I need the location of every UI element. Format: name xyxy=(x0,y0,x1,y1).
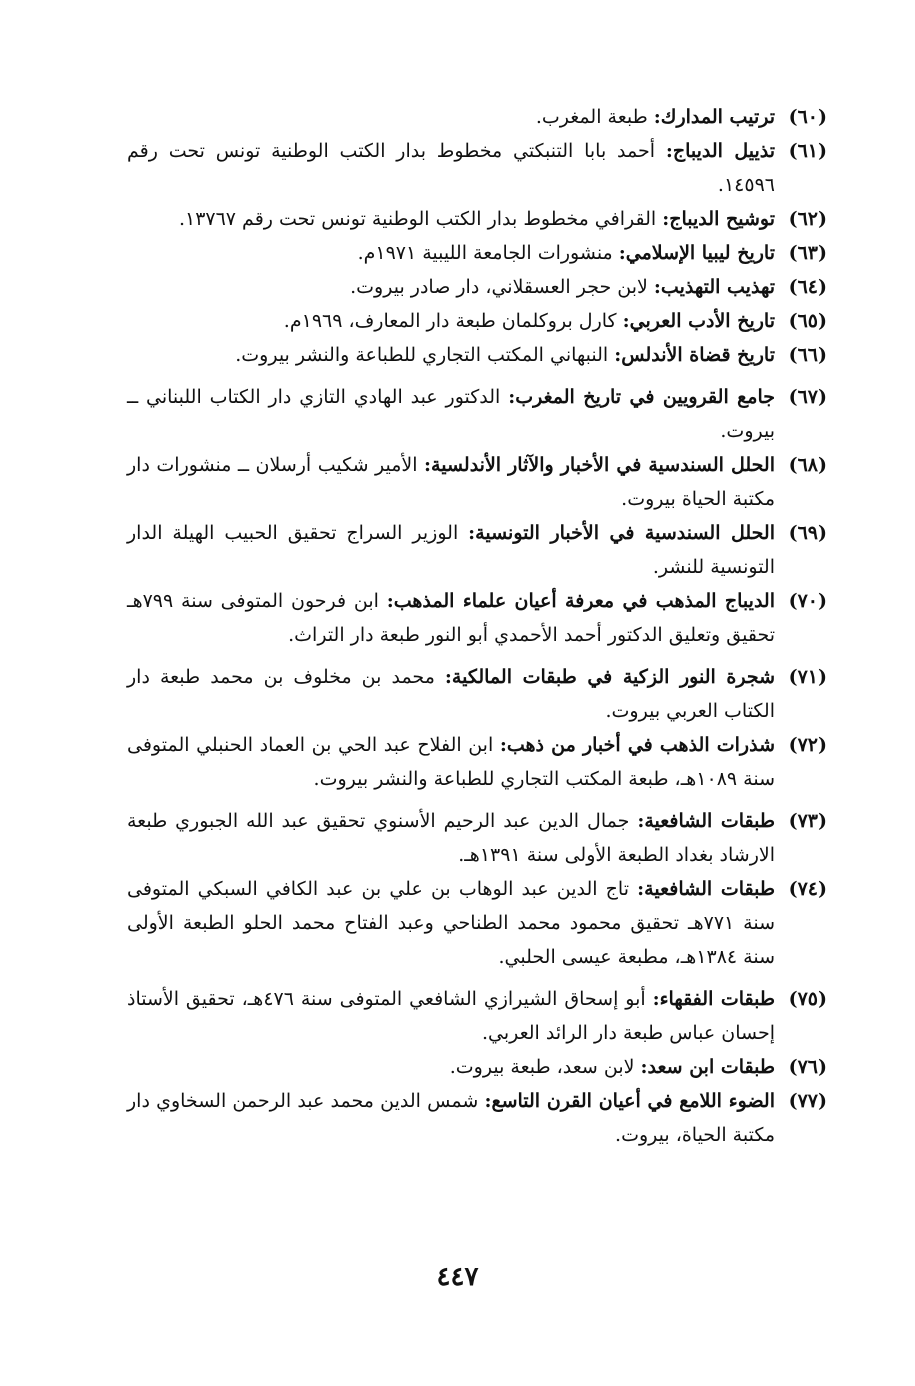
entry-title: تذييل الديباج: xyxy=(665,140,775,162)
bibliography-entry-61 xyxy=(127,134,827,202)
bibliography-entry-67 xyxy=(127,380,827,448)
entry-detail: أحمد بابا التنبكتي مخطوط بدار الكتب الوطنية تونس تحت رقم ١٤٥٩٦. xyxy=(127,140,775,196)
entry-title: الحلل السندسية في الأخبار والآثار الأندلسية: xyxy=(424,454,775,476)
entry-title: جامع القرويين في تاريخ المغرب: xyxy=(508,386,775,408)
entry-number: (٧٥) xyxy=(788,988,827,1010)
entry-detail: شمس الدين محمد عبد الرحمن السخاوي دار مكتبة الحياة، بيروت. xyxy=(127,1090,775,1146)
entry-number: (٧٦) xyxy=(788,1056,827,1078)
entry-title: طبقات الفقهاء: xyxy=(652,988,775,1010)
bibliography-entry-73 xyxy=(127,804,827,872)
bibliography-entry-77 xyxy=(127,1084,827,1152)
bibliography-entry-66 xyxy=(127,338,827,372)
bibliography-entry-63 xyxy=(127,236,827,270)
entry-title: تاريخ قضاة الأندلس: xyxy=(614,344,775,366)
entry-title: طبقات الشافعية: xyxy=(637,810,775,832)
bibliography-entry-68 xyxy=(127,448,827,516)
entry-text xyxy=(127,804,775,872)
entry-text xyxy=(127,236,775,270)
bibliography-entry-75 xyxy=(127,982,827,1050)
entry-title: تاريخ ليبيا الإسلامي: xyxy=(618,242,775,264)
entry-number: (٧٣) xyxy=(788,810,827,832)
entry-detail: الأمير شكيب أرسلان ــ منشورات دار مكتبة الحياة بيروت. xyxy=(127,454,775,510)
bibliography-entry-71 xyxy=(127,660,827,728)
entry-title: تهذيب التهذيب: xyxy=(653,276,775,298)
entry-title: الضوء اللامع في أعيان القرن التاسع: xyxy=(484,1090,775,1112)
entry-text xyxy=(127,304,775,338)
entry-text xyxy=(127,516,775,584)
entry-number: (٧٤) xyxy=(788,878,827,900)
entry-number: (٦٩) xyxy=(788,522,827,544)
entry-detail: ابن فرحون المتوفى سنة ٧٩٩هـ تحقيق وتعليق الدكتور أحمد الأحمدي أبو النور طبعة دار التراث. xyxy=(127,590,775,646)
entry-number: (٦٢) xyxy=(788,208,827,230)
bibliography-entry-72 xyxy=(127,728,827,796)
entry-detail: لابن سعد، طبعة بيروت. xyxy=(449,1056,635,1078)
entry-number: (٦٣) xyxy=(788,242,827,264)
entry-title: توشيح الديباج: xyxy=(662,208,775,230)
entry-title: شذرات الذهب في أخبار من ذهب: xyxy=(499,734,775,756)
entry-detail: منشورات الجامعة الليبية ١٩٧١م. xyxy=(357,242,613,264)
entry-text xyxy=(127,134,775,202)
entry-detail: الوزير السراج تحقيق الحبيب الهيلة الدار التونسية للنشر. xyxy=(127,522,775,578)
entry-detail: جمال الدين عبد الرحيم الأسنوي تحقيق عبد الله الجبوري طبعة الارشاد بغداد الطبعة الأولى سنة ١٣٩١هـ. xyxy=(127,810,775,866)
entry-title: تاريخ الأدب العربي: xyxy=(622,310,775,332)
entry-detail: الدكتور عبد الهادي التازي دار الكتاب اللبناني ــ بيروت. xyxy=(127,386,775,442)
entry-number: (٦١) xyxy=(788,140,827,162)
entry-detail: طبعة المغرب. xyxy=(535,106,648,128)
page-number: ٤٤٧ xyxy=(436,1262,479,1292)
bibliography-entry-65 xyxy=(127,304,827,338)
entry-text xyxy=(127,660,775,728)
entry-title: طبقات ابن سعد: xyxy=(640,1056,775,1078)
entry-text xyxy=(127,872,775,974)
entry-text xyxy=(127,584,775,652)
entry-detail: لابن حجر العسقلاني، دار صادر بيروت. xyxy=(350,276,648,298)
entry-text xyxy=(127,202,775,236)
bibliography-list xyxy=(127,100,827,1152)
entry-number: (٧٢) xyxy=(788,734,827,756)
entry-title: الحلل السندسية في الأخبار التونسية: xyxy=(468,522,775,544)
entry-text xyxy=(127,1084,775,1152)
bibliography-entry-69 xyxy=(127,516,827,584)
entry-text xyxy=(127,380,775,448)
entry-text xyxy=(127,1050,775,1084)
entry-text xyxy=(127,270,775,304)
entry-text xyxy=(127,982,775,1050)
bibliography-entry-70 xyxy=(127,584,827,652)
bibliography-entry-60 xyxy=(127,100,827,134)
entry-number: (٦٤) xyxy=(788,276,827,298)
entry-detail: ابن الفلاح عبد الحي بن العماد الحنبلي المتوفى سنة ١٠٨٩هـ، طبعة المكتب التجاري للطباعة والنشر بيروت. xyxy=(127,734,775,790)
bibliography-entry-64 xyxy=(127,270,827,304)
entry-detail: محمد بن مخلوف بن محمد طبعة دار الكتاب العربي بيروت. xyxy=(127,666,775,722)
entry-title: شجرة النور الزكية في طبقات المالكية: xyxy=(444,666,776,688)
entry-number: (٦٥) xyxy=(788,310,827,332)
entry-number: (٦٧) xyxy=(788,386,827,408)
entry-number: (٧١) xyxy=(788,666,827,688)
entry-detail: أبو إسحاق الشيرازي الشافعي المتوفى سنة ٤٧٦هـ، تحقيق الأستاذ إحسان عباس طبعة دار الرائد العربي. xyxy=(127,988,775,1044)
entry-text xyxy=(127,100,775,134)
entry-text xyxy=(127,338,775,372)
entry-text xyxy=(127,728,775,796)
entry-number: (٧٧) xyxy=(788,1090,827,1112)
bibliography-entry-62 xyxy=(127,202,827,236)
bibliography-entry-76 xyxy=(127,1050,827,1084)
bibliography-entry-74 xyxy=(127,872,827,974)
entry-title: الديباج المذهب في معرفة أعيان علماء المذهب: xyxy=(386,590,775,612)
entry-detail: القرافي مخطوط بدار الكتب الوطنية تونس تحت رقم ١٣٧٦٧. xyxy=(178,208,657,230)
entry-number: (٦٠) xyxy=(788,106,827,128)
entry-title: طبقات الشافعية: xyxy=(637,878,775,900)
entry-number: (٦٨) xyxy=(788,454,827,476)
entry-title: ترتيب المدارك: xyxy=(653,106,775,128)
entry-detail: تاج الدين عبد الوهاب بن علي بن عبد الكافي السبكي المتوفى سنة ٧٧١هـ تحقيق محمود محمد الطناحي وعبد الفتاح محمد الحلو الطبعة الأولى سنة ١٣٨٤هـ، مطبعة عيسى الحلبي. xyxy=(127,878,775,968)
entry-detail: كارل بروكلمان طبعة دار المعارف، ١٩٦٩م. xyxy=(283,310,617,332)
entry-text xyxy=(127,448,775,516)
entry-number: (٧٠) xyxy=(788,590,827,612)
entry-detail: النبهاني المكتب التجاري للطباعة والنشر بيروت. xyxy=(235,344,609,366)
entry-number: (٦٦) xyxy=(788,344,827,366)
